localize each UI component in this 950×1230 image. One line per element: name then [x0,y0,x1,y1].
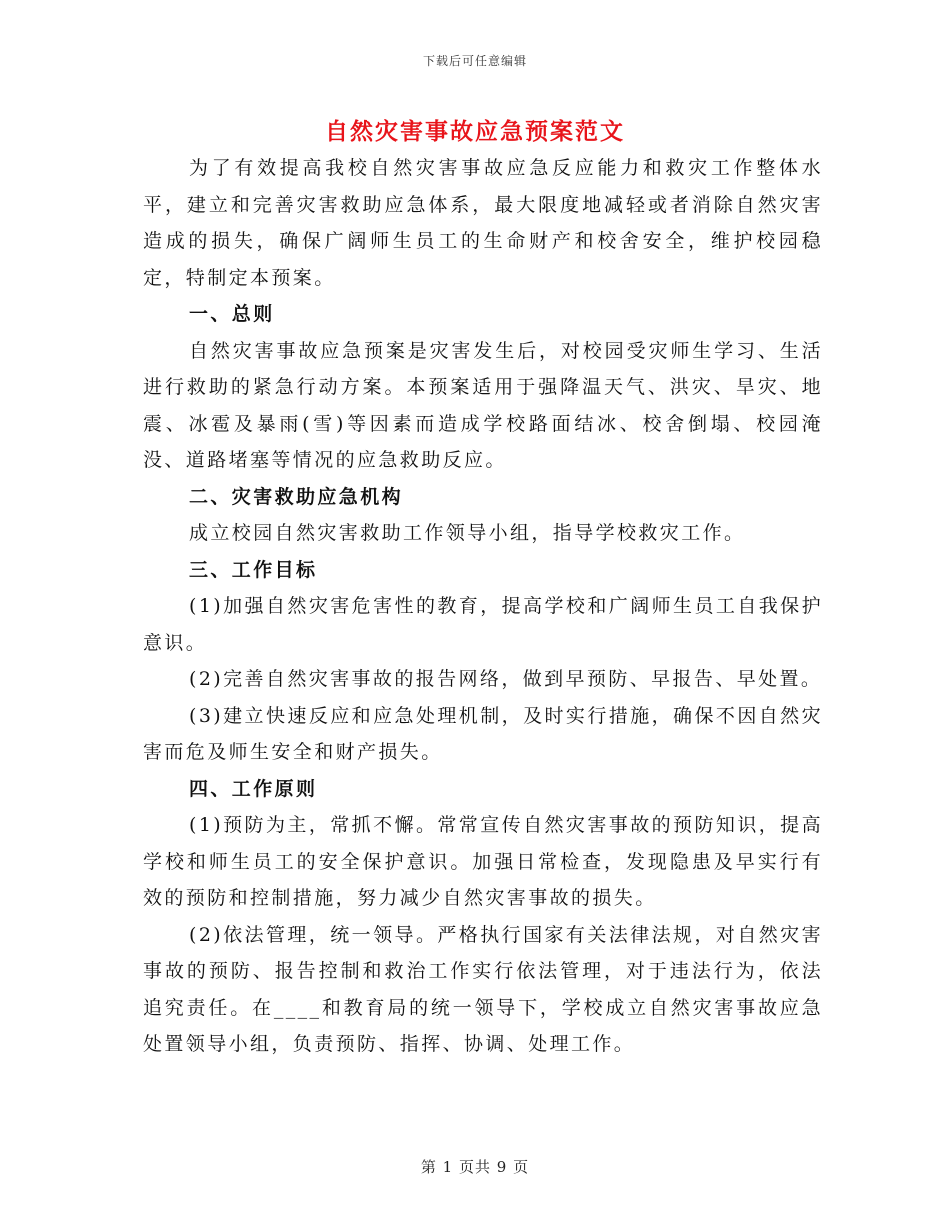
organization-paragraph: 成立校园自然灾害救助工作领导小组，指导学校救灾工作。 [189,522,746,544]
section-heading-organization: 二、灾害救助应急机构 [189,485,404,508]
section-heading-principles: 四、工作原则 [189,777,318,800]
goal-item-2: (2)完善自然灾害事故的报告网络，做到早预防、早报告、早处置。 [189,668,823,690]
section-heading-general: 一、总则 [189,303,275,325]
principle-item-1: (1)预防为主，常抓不懈。常常宣传自然灾害事故的预防知识，提高学校和师生员工的安全保护意识。加强日常检查，发现隐患及早实行有效的预防和控制措施，努力减少自然灾害事故的损失。 [143,814,823,909]
page-footer: 第 1 页共 9 页 [420,1158,530,1176]
intro-paragraph: 为了有效提高我校自然灾害事故应急反应能力和救灾工作整体水平，建立和完善灾害救助应急体系，最大限度地减轻或者消除自然灾害造成的损失，确保广阔师生员工的生命财产和校舍安全，维护校园稳定，特制定本预案。 [143,157,823,289]
general-paragraph: 自然灾害事故应急预案是灾害发生后，对校园受灾师生学习、生活进行救助的紧急行动方案。本预案适用于强降温天气、洪灾、旱灾、地震、冰雹及暴雨(雪)等因素而造成学校路面结冰、校舍倒塌、校园淹没、道路堵塞等情况的应急救助反应。 [143,339,823,471]
goal-item-3: (3)建立快速反应和应急处理机制，及时实行措施，确保不因自然灾害而危及师生安全和财产损失。 [143,704,823,763]
section-heading-goals: 三、工作目标 [189,558,318,581]
document-body [143,150,823,1063]
principle-item-2: (2)依法管理，统一领导。严格执行国家有关法律法规，对自然灾害事故的预防、报告控制和救治工作实行依法管理，对于违法行为，依法追究责任。在____和教育局的统一领导下，学校成立自然灾害事故应急处置领导小组，负责预防、指挥、协调、处理工作。 [143,923,823,1055]
header-note: 下载后可任意编辑 [422,54,527,68]
goal-item-1: (1)加强自然灾害危害性的教育，提高学校和广阔师生员工自我保护意识。 [143,595,823,654]
document-title: 自然灾害事故应急预案范文 [325,118,625,145]
